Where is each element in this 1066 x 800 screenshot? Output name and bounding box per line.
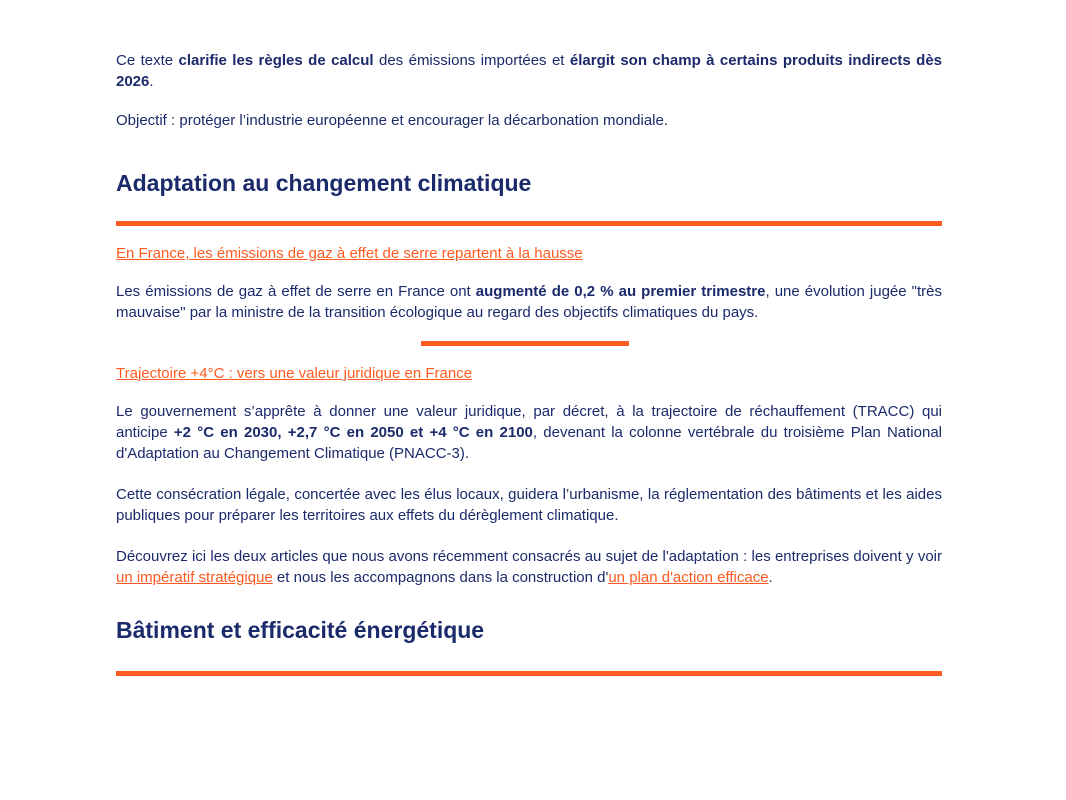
intro-bold-1: clarifie les règles de calcul (178, 52, 374, 69)
trajectoire-bold: +2 °C en 2030, +2,7 °C en 2050 et +4 °C en 2100 (173, 424, 533, 441)
adaptation-text-1: Découvrez ici les deux articles que nous avons récemment consacrés au sujet de l'adaptation : les entreprises doivent y voir (116, 548, 942, 565)
emissions-text-1: Les émissions de gaz à effet de serre en France ont (116, 283, 476, 300)
section-divider (116, 221, 942, 226)
intro-text-1: Ce texte (116, 52, 179, 69)
link-imperatif-strategique[interactable]: un impératif stratégique (116, 569, 273, 586)
intro-text-2: des émissions importées et (373, 52, 570, 69)
emissions-bold: augmenté de 0,2 % au premier trimestre (475, 283, 766, 300)
article-link-trajectoire[interactable]: Trajectoire +4°C : vers une valeur juridique en France (116, 365, 473, 382)
trajectoire-paragraph-1 (116, 401, 942, 464)
intro-bold-2: élargit son champ à certains produits indirects dès 2026 (116, 52, 943, 90)
intro-paragraph (116, 50, 942, 92)
section-heading-adaptation: Adaptation au changement climatique (116, 170, 532, 196)
emissions-paragraph (116, 281, 942, 323)
objective-paragraph: Objectif : protéger l’industrie européenne et encourager la décarbonation mondiale. (116, 112, 669, 129)
newsletter-page (116, 46, 942, 676)
article-link-emissions[interactable]: En France, les émissions de gaz à effet de serre repartent à la hausse (116, 245, 583, 262)
trajectoire-text-2: , devenant la colonne vertébrale du troisième Plan National d'Adaptation au Changement Climatique (PNACC-3). (116, 424, 942, 462)
adaptation-text-3: . (768, 569, 773, 586)
emissions-text-2: , une évolution jugée "très mauvaise" par la ministre de la transition écologique au regard des objectifs climatiques du pays. (116, 283, 942, 321)
adaptation-text-2: et nous les accompagnons dans la construction d' (272, 569, 609, 586)
link-plan-action[interactable]: un plan d'action efficace (608, 569, 769, 586)
section-divider (116, 671, 942, 676)
section-heading-batiment: Bâtiment et efficacité énergétique (116, 617, 485, 643)
intro-text-3: . (149, 73, 154, 90)
trajectoire-paragraph-3 (116, 546, 942, 588)
trajectoire-paragraph-2: Cette consécration légale, concertée avec les élus locaux, guidera l’urbanisme, la réglementation des bâtiments et les aides publiques pour préparer les territoires aux effets du dérèglement climatique. (116, 486, 942, 524)
article-separator (421, 341, 629, 346)
trajectoire-text-1: Le gouvernement s’apprête à donner une valeur juridique, par décret, à la trajectoire de réchauffement (TRACC) qui anticipe (116, 403, 942, 441)
